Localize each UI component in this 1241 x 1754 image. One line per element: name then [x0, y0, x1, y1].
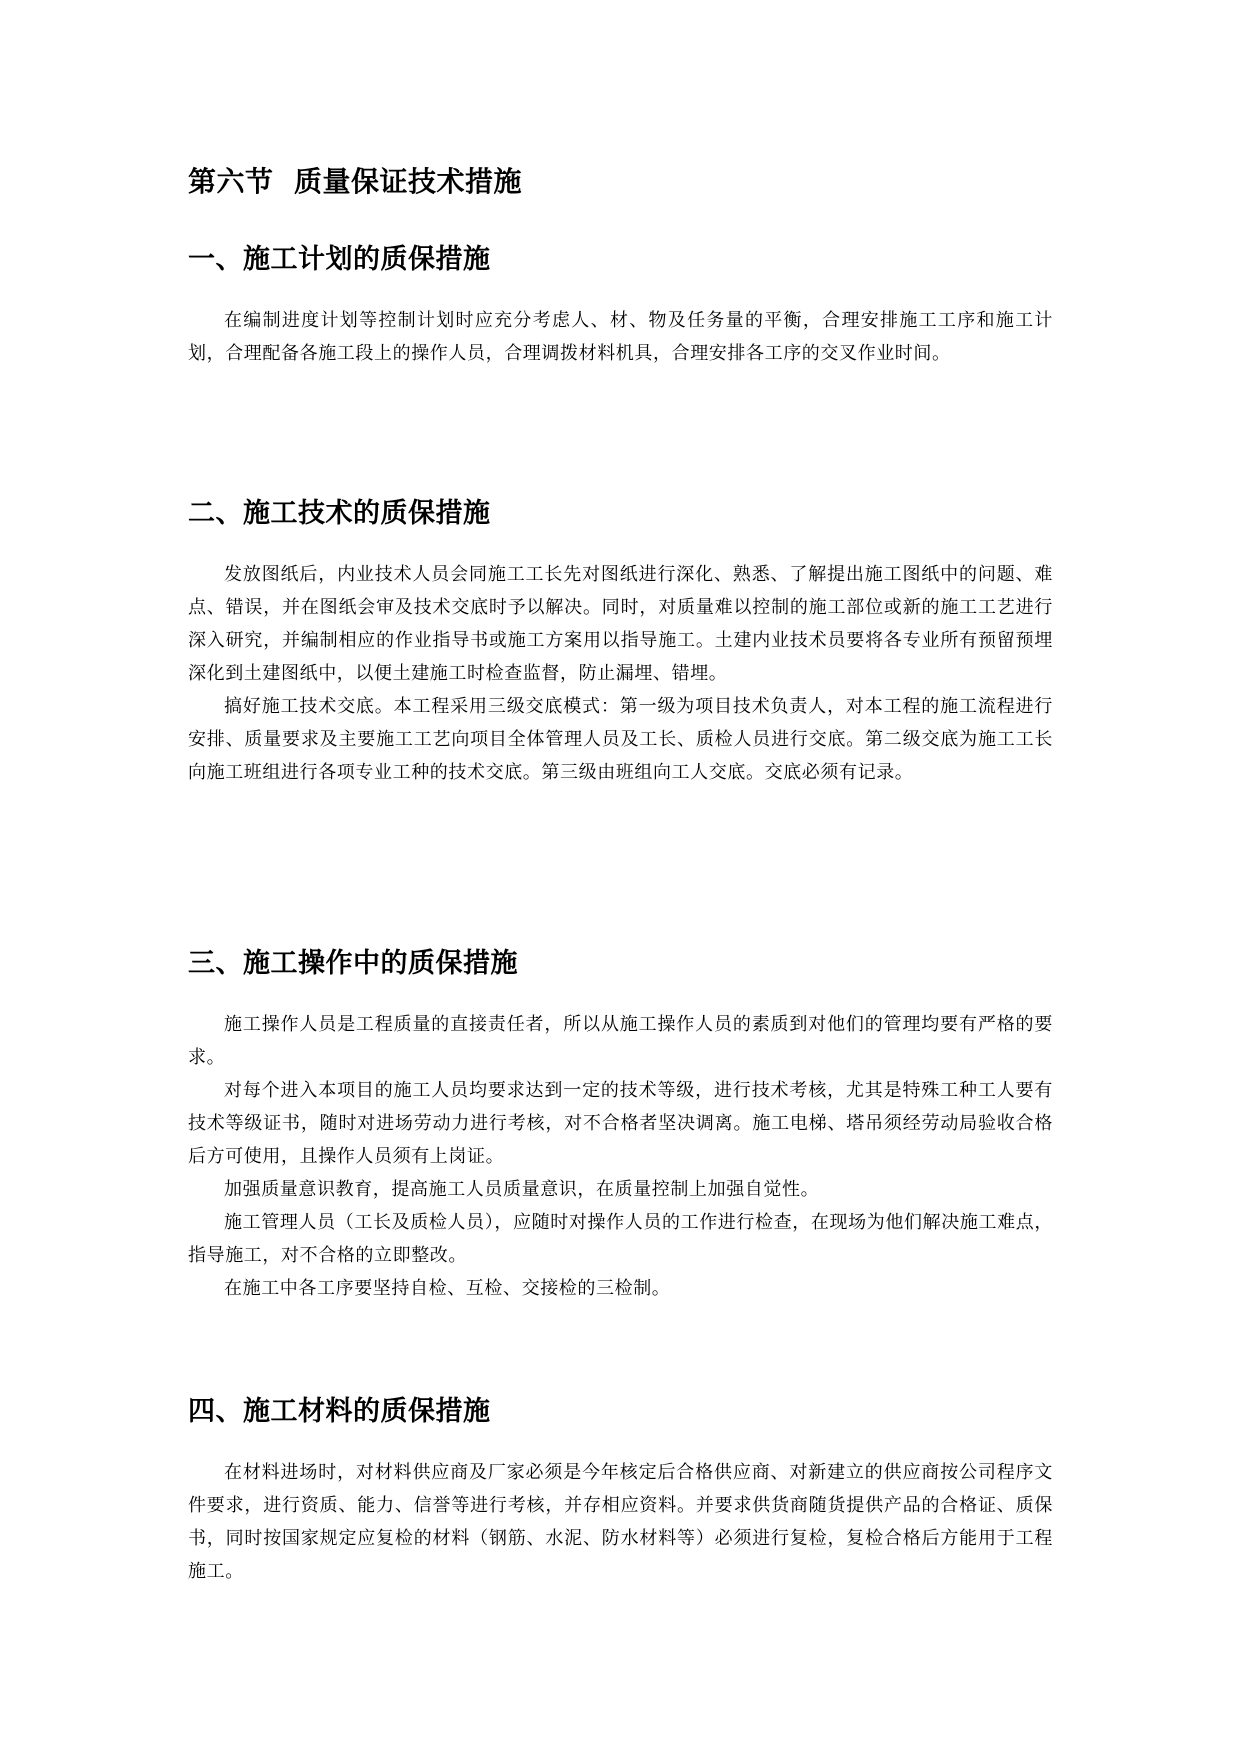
section-construction-operation: [188, 944, 1053, 1305]
section-paragraph: 在编制进度计划等控制计划时应充分考虑人、材、物及任务量的平衡，合理安排施工工序和施工计划，合理配备各施工段上的操作人员，合理调拨材料机具，合理安排各工序的交叉作业时间。: [188, 310, 1053, 364]
section-paragraph: 在材料进场时，对材料供应商及厂家必须是今年核定后合格供应商、对新建立的供应商按公司程序文件要求，进行资质、能力、信誉等进行考核，并存相应资料。并要求供货商随货提供产品的合格证、质保书，同时按国家规定应复检的材料（钢筋、水泥、防水材料等）必须进行复检，复检合格后方能用于工程施工。: [188, 1462, 1053, 1582]
section-construction-plan: [188, 240, 1053, 370]
section-paragraph: 在施工中各工序要坚持自检、互检、交接检的三检制。: [224, 1278, 671, 1299]
section-paragraph: 施工管理人员（工长及质检人员），应随时对操作人员的工作进行检查，在现场为他们解决施工难点，指导施工，对不合格的立即整改。: [188, 1212, 1053, 1266]
section-heading: 二、施工技术的质保措施: [188, 498, 491, 529]
section-construction-materials: [188, 1392, 1053, 1588]
section-construction-technology: [188, 494, 1053, 789]
section-paragraph: 搞好施工技术交底。本工程采用三级交底模式：第一级为项目技术负责人，对本工程的施工流程进行安排、质量要求及主要施工工艺向项目全体管理人员及工长、质检人员进行交底。第二级交底为施工工长向施工班组进行各项专业工种的技术交底。第三级由班组向工人交底。交底必须有记录。: [188, 696, 1053, 783]
section-paragraph: 对每个进入本项目的施工人员均要求达到一定的技术等级，进行技术考核，尤其是特殊工种工人要有技术等级证书，随时对进场劳动力进行考核，对不合格者坚决调离。施工电梯、塔吊须经劳动局验收合格后方可使用，且操作人员须有上岗证。: [188, 1080, 1053, 1167]
section-paragraph: 发放图纸后，内业技术人员会同施工工长先对图纸进行深化、熟悉、了解提出施工图纸中的问题、难点、错误，并在图纸会审及技术交底时予以解决。同时，对质量难以控制的施工部位或新的施工工艺进行深入研究，并编制相应的作业指导书或施工方案用以指导施工。土建内业技术员要将各专业所有预留预埋深化到土建图纸中，以便土建施工时检查监督，防止漏埋、错埋。: [188, 564, 1053, 684]
section-paragraph: 加强质量意识教育，提高施工人员质量意识，在质量控制上加强自觉性。: [224, 1179, 820, 1200]
section-heading: 一、施工计划的质保措施: [188, 244, 491, 275]
section-heading: 四、施工材料的质保措施: [188, 1396, 491, 1427]
section-heading: 三、施工操作中的质保措施: [188, 948, 518, 979]
section-paragraph: 施工操作人员是工程质量的直接责任者，所以从施工操作人员的素质到对他们的管理均要有严格的要求。: [188, 1014, 1053, 1068]
page-title: 第六节 质量保证技术措施: [188, 165, 522, 198]
